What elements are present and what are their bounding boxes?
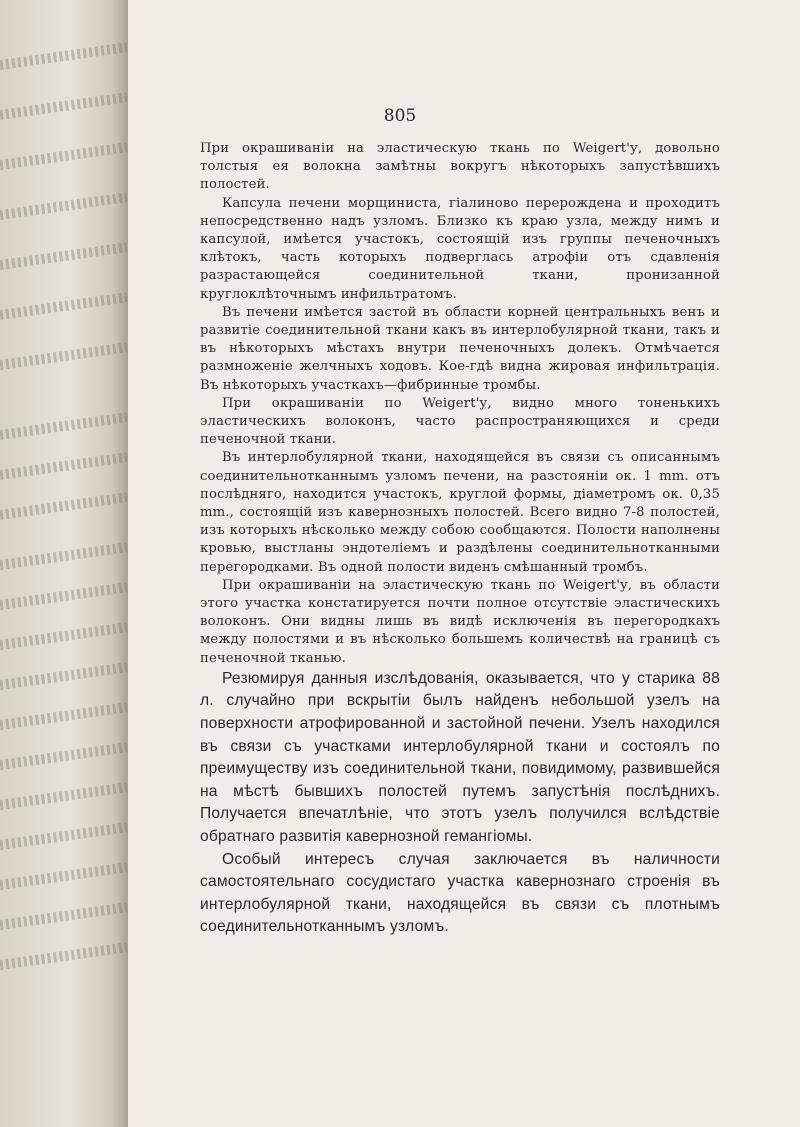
facing-page-spine [0,0,128,1127]
page-body [200,140,720,939]
paragraph: Капсула печени морщиниста, гіалиново перерождена и проходитъ непосредственно надъ узломъ. Близко къ краю узла, между нимъ и капсулой, имѣется участокъ, состоящій изъ группы печеночныхъ клѣтокъ, часть которыхъ подверглась атрофіи отъ сдавленія разрастающейся соединительной ткани, пронизанной круглоклѣточнымъ инфильтратомъ. [200,195,720,302]
paragraph: При окрашиваніи на эластическую ткань по Weigert'у, въ области этого участка констатируется почти полное отсутствіе эластическихъ волоконъ. Они видны лишь въ видѣ исключенія въ перегородкахъ между полостями и въ нѣсколько большемъ количествѣ на границѣ съ печеночной тканью. [200,577,720,666]
paragraph: При окрашиваніи на эластическую ткань по Weigert'у, довольно толстыя ея волокна замѣтны вокругъ нѣкоторыхъ запустѣвшихъ полостей. [200,141,720,193]
paragraph: Въ печени имѣется застой въ области корней центральныхъ венъ и развитіе соединительной ткани какъ въ интерлобулярной ткани, такъ и въ нѣкоторыхъ мѣстахъ внутри печеночныхъ долекъ. Отмѣчается размноженіе желчныхъ ходовъ. Кое-гдѣ видна жировая инфильтрація. Въ нѣкоторыхъ участкахъ—фибринные тромбы. [200,304,720,393]
paragraph: Въ интерлобулярной ткани, находящейся въ связи съ описаннымъ соединительнотканнымъ узломъ печени, на разстояніи ок. 1 mm. отъ послѣдняго, находится участокъ, круглой формы, діаметромъ ок. 0,35 mm., состоящій изъ кавернозныхъ полостей. Всего видно 7-8 полостей, изъ которыхъ нѣсколько между собою сообщаются. Полости наполнены кровью, выстланы эндотеліемъ и раздѣлены соединительнотканными перегородками. Въ одной полости виденъ смѣшанный тромбъ. [200,450,720,575]
page-number: 805 [383,106,417,126]
summary-paragraph: Резюмируя данныя изслѣдованія, оказывается, что у старика 88 л. случайно при вскрытіи былъ найденъ небольшой узелъ на поверхности атрофированной и застойной печени. Узелъ находился въ связи съ участками интерлобулярной ткани и состоялъ по преимуществу изъ соединительной ткани, повидимому, развившейся на мѣстѣ бывшихъ полостей путемъ запустѣнія послѣднихъ. Получается впечатлѣніе, что этотъ узелъ получился вслѣдствіе обратнаго развитія кавернозной гемангіомы. [200,669,720,846]
summary-paragraph: Особый интересъ случая заключается въ наличности самостоятельнаго сосудистаго участка кавернознаго строенія въ интерлобулярной ткани, находящейся въ связи съ плотнымъ соединительнотканнымъ узломъ. [200,850,720,936]
paragraph: При окрашиваніи по Weigert'у, видно много тоненькихъ эластическихъ волоконъ, часто распространяющихся и среди печеночной ткани. [200,395,720,448]
